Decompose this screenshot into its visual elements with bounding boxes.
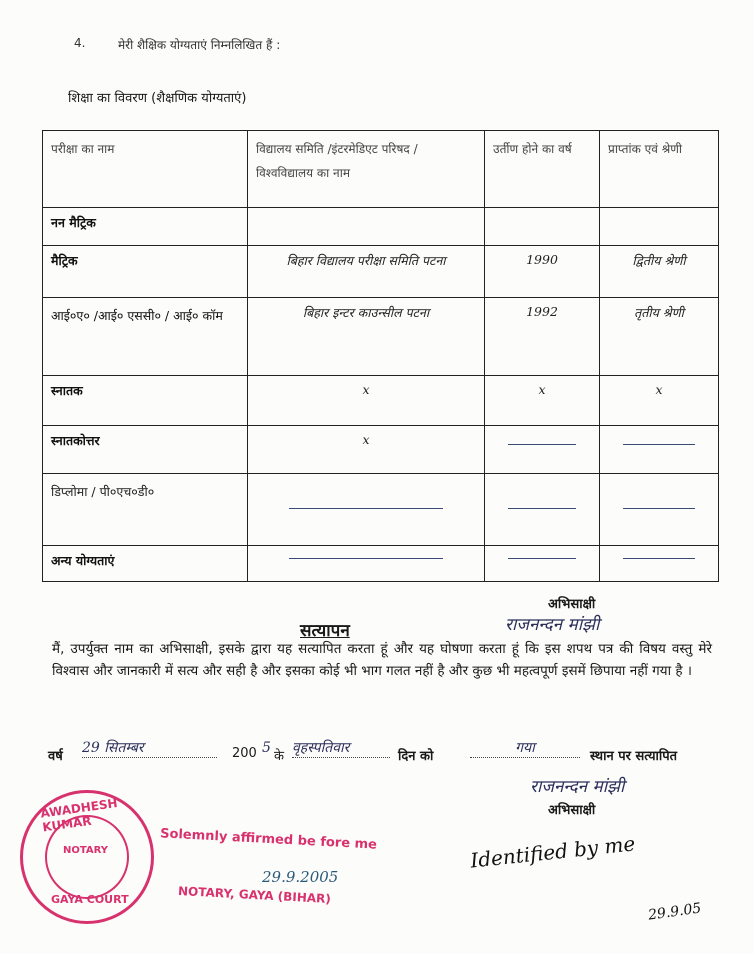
deponent-label-top: अभिसाक्षी [548, 597, 596, 612]
row-exam-graduate: स्नातक [43, 376, 248, 426]
blank-dash [623, 558, 694, 559]
item-number: 4. [74, 36, 86, 50]
table-header-row [43, 131, 719, 208]
education-table [42, 130, 719, 582]
row-year: x [485, 376, 600, 426]
blank-dash [508, 558, 577, 559]
row-grade: x [600, 376, 719, 426]
notary-affirmed: Solemnly affirmed be fore me [159, 826, 378, 853]
col-header-grade: प्राप्तांक एवं श्रेणी [600, 131, 719, 208]
row-grade [600, 208, 719, 246]
table-row [43, 246, 719, 298]
row-exam-diploma: डिप्लोमा / पी०एच०डी० [43, 474, 248, 546]
col-header-exam: परीक्षा का नाम [43, 131, 248, 208]
table-row [43, 474, 719, 546]
blank-dash [289, 558, 443, 559]
row-year [485, 426, 600, 474]
notary-stamp [20, 790, 154, 924]
row-grade [600, 546, 719, 582]
row-year: 1992 [485, 298, 600, 376]
verification-body: मैं, उपर्युक्त नाम का अभिसाक्षी, इसके द्वारा यह सत्यापित करता हूं और यह घोषणा करता हूं कि इस शपथ पत्र की विषय वस्तु मेरे विश्वास और जानकारी में सत्य और सही है और इसका कोई भी भाग गलत नहीं है और कुछ भी महत्वपूर्ण इसमें छिपाया नहीं गया है । [52, 641, 712, 679]
row-exam-inter: आई०ए० /आई० एससी० / आई० कॉम [43, 298, 248, 376]
blank-dash [623, 444, 694, 445]
year-suffix: 5 [262, 740, 271, 756]
row-grade: तृतीय श्रेणी [600, 298, 719, 376]
row-grade [600, 426, 719, 474]
row-exam-postgraduate: स्नातकोत्तर [43, 426, 248, 474]
deponent-signature-top: राजनन्दन मांझी [505, 615, 600, 635]
row-board: बिहार विद्यालय परीक्षा समिति पटना [248, 246, 485, 298]
date-prefix: वर्ष [48, 749, 63, 764]
blank-dash [508, 444, 577, 445]
row-board: x [248, 426, 485, 474]
blank-dash [289, 508, 443, 509]
row-year: 1990 [485, 246, 600, 298]
table-row [43, 298, 719, 376]
din-ko-text: दिन को [398, 749, 434, 764]
row-board [248, 546, 485, 582]
year-prefix: 200 [232, 746, 257, 761]
weekday: वृहस्पतिवार [292, 738, 390, 758]
place-suffix: स्थान पर सत्यापित [590, 749, 678, 764]
table-row [43, 546, 719, 582]
intro-line: मेरी शैक्षिक योग्यताएं निम्नलिखित हैं : [118, 38, 281, 52]
stamp-name: AWADHESH KUMAR [39, 795, 119, 835]
col-header-year: उर्तीण होने का वर्ष [485, 131, 600, 208]
row-exam-nonmatric: नन मैट्रिक [43, 208, 248, 246]
row-exam-other: अन्य योग्यताएं [43, 546, 248, 582]
verification-title: सत्यापन [300, 621, 350, 641]
notary-title: NOTARY, GAYA (BIHAR) [177, 884, 332, 906]
stamp-court: GAYA COURT [51, 893, 129, 906]
row-year [485, 546, 600, 582]
blank-dash [623, 508, 694, 509]
deponent-label-bottom: अभिसाक्षी [548, 803, 596, 818]
ke-text: के [274, 749, 284, 764]
row-year [485, 474, 600, 546]
row-grade [600, 474, 719, 546]
row-board [248, 474, 485, 546]
table-row [43, 376, 719, 426]
stamp-inner-text: NOTARY [63, 845, 109, 856]
place: गया [470, 738, 580, 758]
row-exam-matric: मैट्रिक [43, 246, 248, 298]
date-day: 29 सितम्बर [82, 738, 217, 758]
row-board: x [248, 376, 485, 426]
col-header-board: विद्यालय समिति /इंटरमेडिएट परिषद / विश्वविद्यालय का नाम [248, 131, 485, 208]
table-row [43, 208, 719, 246]
row-board [248, 208, 485, 246]
row-year [485, 208, 600, 246]
notary-signature-date: 29.9.2005 [262, 868, 339, 886]
table-row [43, 426, 719, 474]
row-board: बिहार इन्टर काउन्सील पटना [248, 298, 485, 376]
deponent-signature-bottom: राजनन्दन मांझी [530, 777, 625, 797]
attestation-date: 29.9.05 [647, 900, 703, 924]
table-subtitle: शिक्षा का विवरण (शैक्षणिक योग्यताएं) [68, 91, 247, 106]
attestation-note: Identified by me [469, 831, 637, 873]
row-grade: द्वितीय श्रेणी [600, 246, 719, 298]
blank-dash [508, 508, 577, 509]
